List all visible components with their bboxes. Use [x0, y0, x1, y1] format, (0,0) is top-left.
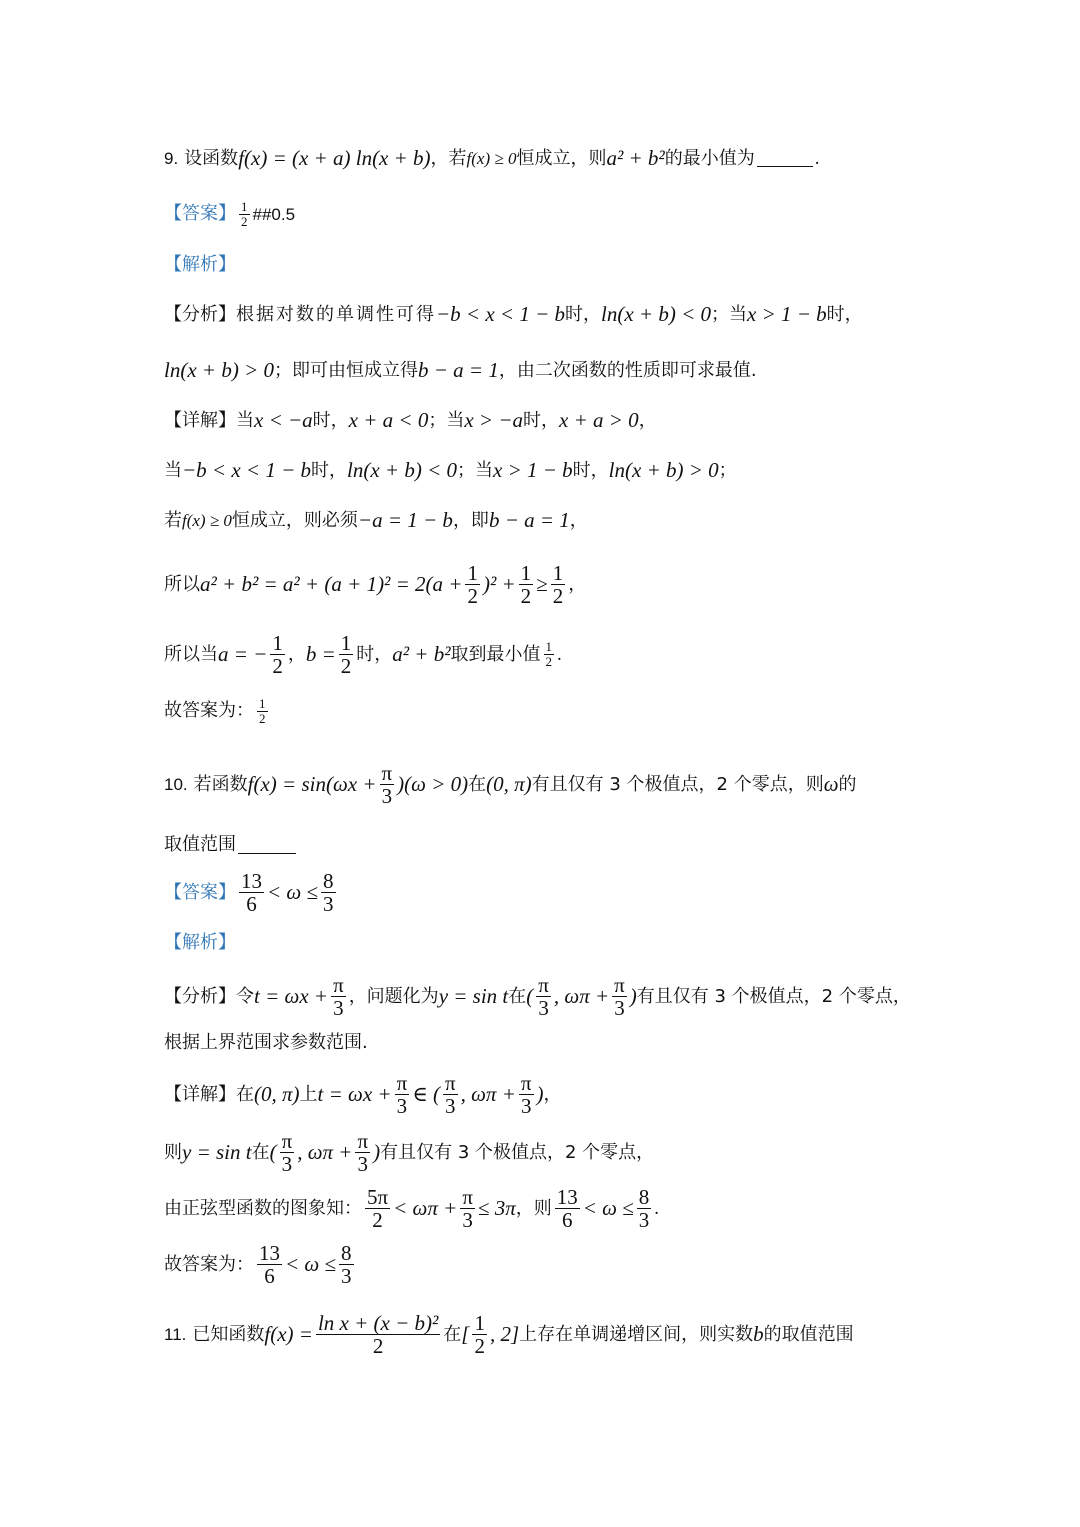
- problem-10-question-line-2: 取值范围: [164, 836, 298, 854]
- problem-9-detail-line-2: 当 −b < x < 1 − b 时， ln(x + b) < 0 ；当 x > 1 − b 时， ln(x + b) > 0 ；: [164, 458, 737, 482]
- formula: f(x) = (x + a) ln(x + b): [238, 146, 431, 170]
- fraction: $\frac{1}{2}$: [552, 561, 564, 609]
- problem-10-answer: 【答案】 $\frac{13}{6}$ < ω ≤ $\frac{8}{3}$: [164, 869, 334, 917]
- fraction: $\frac{8}{3}$: [638, 1185, 650, 1233]
- fraction: $\frac{\pi}{3}$: [281, 1129, 293, 1177]
- analysis-label: 【解析】: [164, 932, 236, 953]
- problem-9-final-answer: 故答案为： $\frac{1}{2}$: [164, 696, 266, 726]
- problem-number: 9.: [164, 149, 179, 168]
- problem-9-detail-line-5: 所以当 a = − $\frac{1}{2}$ ， b = $\frac{1}{2}$ 时， a² + b² 取到最小值 $\frac{1}{2}$ .: [164, 631, 562, 679]
- fraction: $\frac{1}{2}$: [272, 631, 283, 679]
- fraction: $\frac{8}{3}$: [341, 1241, 352, 1289]
- fraction: $\frac{\pi}{3}$: [445, 1071, 456, 1119]
- fraction: $\frac{13}{6}$: [259, 1241, 280, 1289]
- problem-10-final-answer: 故答案为： $\frac{13}{6}$ < ω ≤ $\frac{8}{3}$: [164, 1241, 352, 1289]
- fraction: $\frac{\pi}{3}$: [333, 973, 344, 1021]
- answer-label: 【答案】: [164, 881, 236, 903]
- fraction: $\frac{1}{2}$: [474, 1311, 485, 1359]
- problem-9-analysis-line-2: ln(x + b) > 0 ；即可由恒成立得 b − a = 1 ，由二次函数的性质即可求最值.: [164, 358, 757, 382]
- problem-9-analysis-header: [164, 256, 236, 274]
- fraction: $\frac{13}{6}$: [556, 1185, 578, 1233]
- problem-10-detail-line-2: 则 y = sin t 在 ( $\frac{\pi}{3}$ , ωπ + $\frac{\pi}{3}$ ) 有且仅有 3 个极值点，2 个零点，: [164, 1129, 655, 1177]
- fraction: $\frac{1}{2}$: [545, 639, 553, 670]
- problem-10-analysis-line-1: 【分析】 令 t = ωx + $\frac{\pi}{3}$ ，问题化为 y = sin t 在 ( $\frac{\pi}{3}$ , ωπ + $\frac{\pi}{3}$ ) 有且仅有 3 个极值点，2 个零点，: [164, 973, 911, 1021]
- problem-9-question: 9. 设函数 f(x) = (x + a) ln(x + b) ，若 f(x) ≥ 0 恒成立，则 a² + b² 的最小值为 .: [164, 146, 820, 170]
- problem-9-detail-line-4: 所以 a² + b² = a² + (a + 1)² = 2(a + $\frac{1}{2}$ )² + $\frac{1}{2}$ ≥ $\frac{1}{2}$ ，: [164, 561, 587, 609]
- problem-number: 10.: [164, 775, 188, 795]
- problem-9-analysis-line-1: 【分析】 根据对数的单调性可得 −b < x < 1 − b 时， ln(x + b) < 0 ；当 x > 1 − b 时，: [164, 302, 863, 326]
- problem-11-question: 11. 已知函数 f(x) = $\frac{\text{ln x + (x − b)²}}{2}$ 在 [ $\frac{1}{2}$ , 2] 上存在单调递增区间，则实数 b 的取值范围: [164, 1311, 854, 1359]
- problem-10-detail-line-1: 【详解】 在 (0, π) 上 t = ωx + $\frac{\pi}{3}$ ∈ ( $\frac{\pi}{3}$ , ωπ + $\frac{\pi}{3}$ ) ，: [164, 1071, 562, 1119]
- fraction: $\frac{\pi}{3}$: [614, 973, 625, 1021]
- analysis-label: 【解析】: [164, 254, 236, 275]
- problem-10-analysis-line-2: 根据上界范围求参数范围.: [164, 1032, 368, 1053]
- problem-10-detail-line-3: 由正弦型函数的图象知： $\frac{5\pi}{2}$ < ωπ + $\frac{\pi}{3}$ ≤ 3π ，则 $\frac{13}{6}$ < ω ≤ $\frac{8}{3}$ .: [164, 1185, 659, 1233]
- problem-10-analysis-header: [164, 934, 236, 952]
- fraction: $\frac{1}{2}$: [340, 631, 352, 679]
- fraction: $\frac{1}{2}$: [467, 561, 478, 609]
- fraction: $\frac{\pi}{3}$: [520, 1071, 532, 1119]
- answer-blank: [757, 150, 813, 167]
- problem-9-detail-line-1: 【详解】 当 x < −a 时， x + a < 0 ；当 x > −a 时， x + a > 0 ，: [164, 408, 657, 432]
- problem-9-answer: 【答案】 $\frac{1}{2}$ ##0.5: [164, 199, 296, 229]
- fraction: $\frac{1}{2}$: [520, 561, 532, 609]
- fraction: $\frac{1}{2}$: [241, 199, 248, 229]
- fraction: $\frac{\pi}{3}$: [462, 1185, 473, 1233]
- fraction: $\frac{5\pi}{2}$: [367, 1185, 389, 1233]
- problem-10-question: 10. 若函数 f(x) = sin(ωx + $\frac{\pi}{3}$ )(ω > 0) 在 (0, π) 有且仅有 3 个极值点，2 个零点，则 ω 的: [164, 761, 857, 809]
- fraction: $\frac{13}{6}$: [241, 869, 262, 917]
- fraction: $\frac{1}{2}$: [259, 696, 266, 726]
- fraction: $\frac{\pi}{3}$: [357, 1129, 369, 1177]
- answer-blank: [238, 837, 296, 854]
- problem-9-detail-line-3: 若 f(x) ≥ 0 恒成立，则必须 −a = 1 − b ，即 b − a = 1 ，: [164, 508, 588, 532]
- fraction: $\frac{\pi}{3}$: [538, 973, 549, 1021]
- fraction: $\frac{\pi}{3}$: [396, 1071, 408, 1119]
- answer-label: 【答案】: [164, 203, 236, 225]
- fraction: $\frac{8}{3}$: [323, 869, 334, 917]
- fraction: $\frac{\text{ln x + (x − b)²}}{2}$: [317, 1311, 439, 1359]
- problem-number: 11.: [164, 1325, 187, 1345]
- fraction: $\frac{\pi}{3}$: [381, 761, 393, 809]
